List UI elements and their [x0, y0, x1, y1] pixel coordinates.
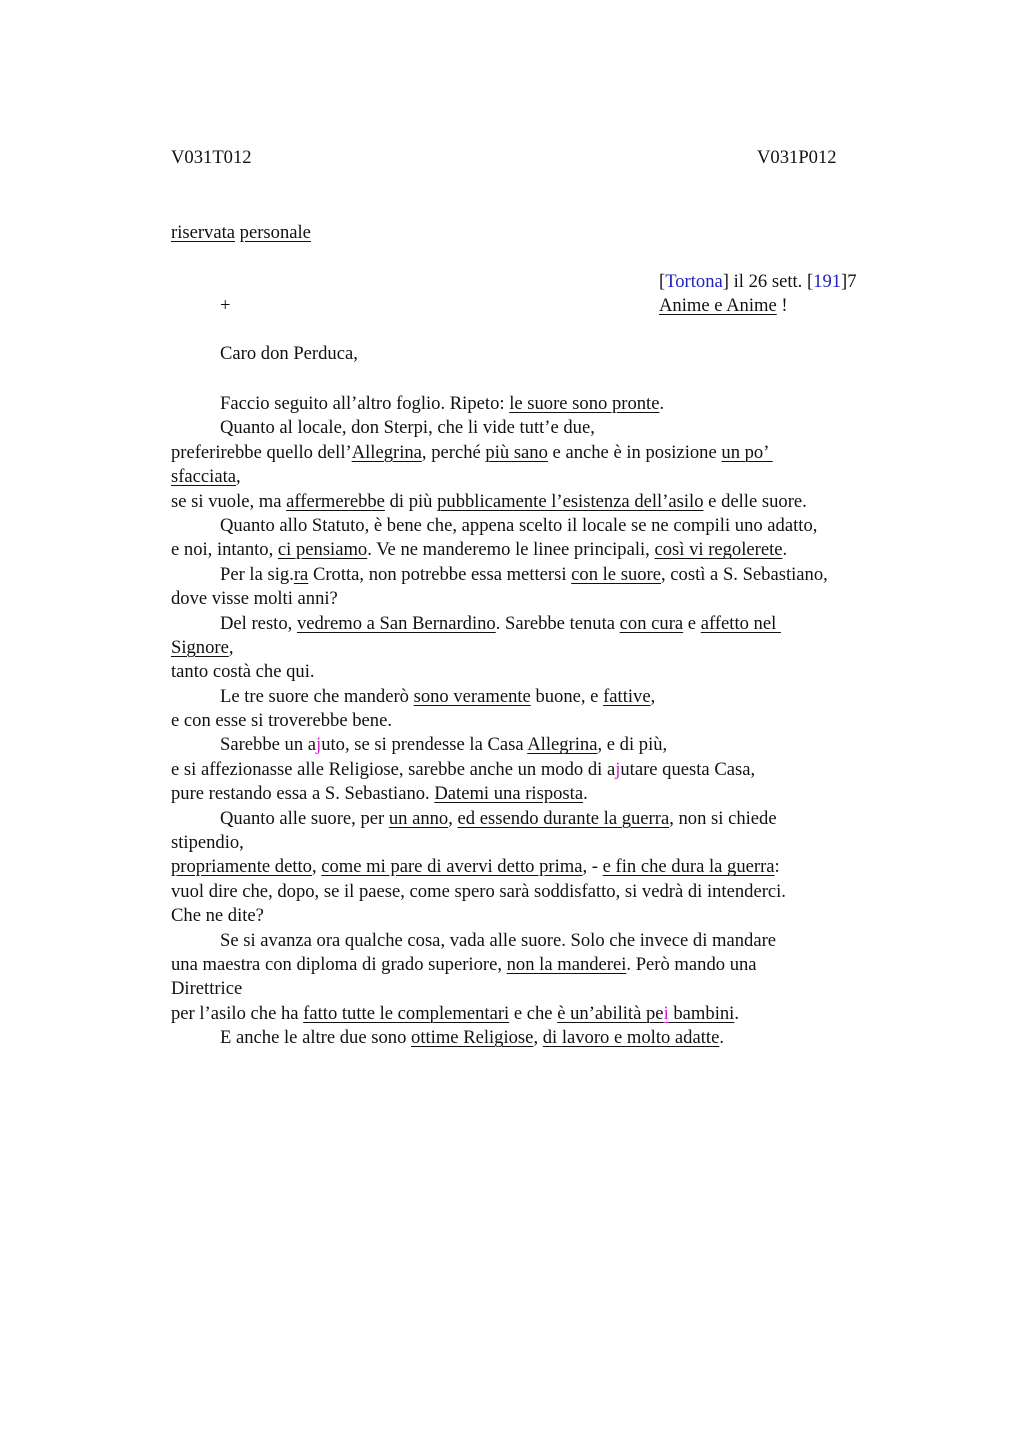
confidential-note: [171, 221, 311, 245]
body-line: Direttrice: [171, 978, 243, 1000]
note-word-riservata: riservata: [171, 222, 236, 243]
body-line: tanto costà che qui.: [171, 661, 315, 683]
motto-tail: !: [776, 295, 788, 316]
note-word-personale: personale: [239, 222, 311, 243]
body-line: sfacciata,: [171, 466, 241, 488]
body-line: Che ne dite?: [171, 905, 264, 927]
letter-body: [171, 392, 911, 1051]
body-line: Se si avanza ora qualche cosa, vada alle suore. Solo che invece di mandare: [220, 929, 777, 951]
body-line: una maestra con diploma di grado superiore, non la manderei. Però mando una: [171, 953, 757, 975]
body-line: propriamente detto, come mi pare di avervi detto prima, - e fin che dura la guerra:: [171, 856, 780, 878]
motto: [659, 294, 788, 318]
body-line: Faccio seguito all’altro foglio. Ripeto: le suore sono pronte.: [220, 393, 665, 414]
body-line: pure restando essa a S. Sebastiano. Datemi una risposta.: [171, 783, 588, 805]
body-line: se si vuole, ma affermerebbe di più pubblicamente l’esistenza dell’asilo e delle suore.: [171, 490, 807, 512]
body-line: Quanto alle suore, per un anno, ed essendo durante la guerra, non si chiede: [220, 807, 777, 829]
body-line: vuol dire che, dopo, se il paese, come spero sarà soddisfatto, si vedrà di intenderci.: [171, 880, 786, 902]
body-line: Quanto al locale, don Sterpi, che li vide tutt’e due,: [220, 417, 595, 439]
body-line: Le tre suore che manderò sono veramente buone, e fattive,: [220, 685, 656, 707]
cross-mark: +: [220, 295, 231, 316]
body-line: dove visse molti anni?: [171, 588, 338, 610]
body-line: preferirebbe quello dell’Allegrina, perché più sano e anche è in posizione un po’: [171, 441, 773, 463]
body-line: Per la sig.ra Crotta, non potrebbe essa mettersi con le suore, costì a S. Sebastiano,: [220, 563, 828, 585]
dateline-bracket: [: [659, 271, 666, 292]
body-line: stipendio,: [171, 832, 244, 854]
body-line: e si affezionasse alle Religiose, sarebbe anche un modo di ajutare questa Casa,: [171, 758, 756, 780]
body-line: e con esse si troverebbe bene.: [171, 710, 392, 732]
body-line: Sarebbe un ajuto, se si prendesse la Casa Allegrina, e di più,: [220, 734, 668, 756]
body-line: e noi, intanto, ci pensiamo. Ve ne manderemo le linee principali, così vi regolerete.: [171, 539, 788, 561]
body-line: Quanto allo Statuto, è bene che, appena scelto il locale se ne compili uno adatto,: [220, 514, 818, 536]
dateline: [659, 270, 857, 294]
body-line: E anche le altre due sono ottime Religiose, di lavoro e molto adatte.: [220, 1027, 724, 1049]
dateline-year-part: 191: [813, 271, 842, 292]
dateline-place: Tortona: [665, 271, 723, 292]
body-line: Signore,: [171, 636, 234, 658]
body-line: per l’asilo che ha fatto tutte le complementari e che è un’abilità pei bambini.: [171, 1002, 739, 1024]
dateline-date: ] il 26 sett. [: [722, 271, 814, 292]
dateline-year-end: ]7: [841, 271, 857, 292]
document-code-right: V031P012: [757, 147, 837, 168]
motto-text: Anime e Anime: [659, 295, 777, 316]
salutation: Caro don Perduca,: [220, 343, 358, 364]
body-line: Del resto, vedremo a San Bernardino. Sarebbe tenuta con cura e affetto nel: [220, 612, 781, 634]
document-code-left: V031T012: [171, 147, 252, 168]
